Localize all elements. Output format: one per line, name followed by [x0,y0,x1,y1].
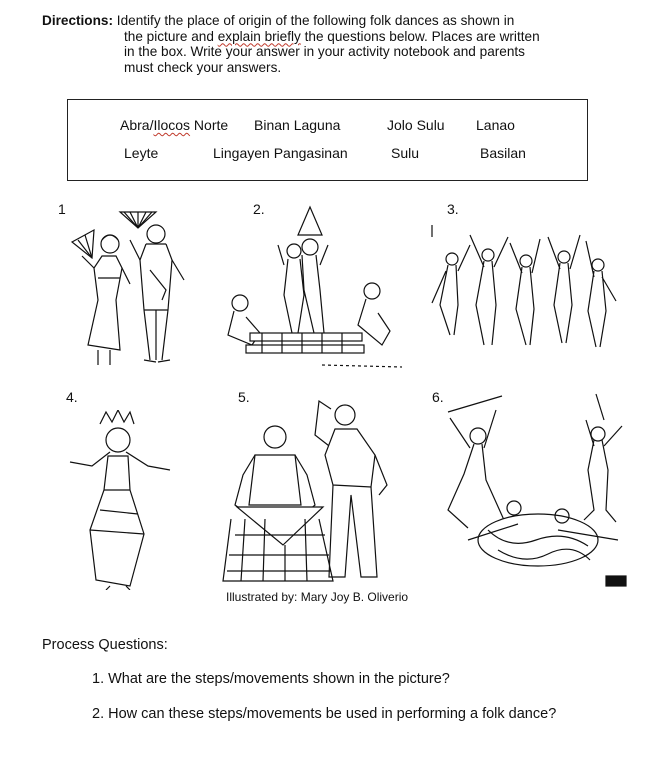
dance-illustration-1 [58,200,208,370]
place-jolo-sulu: Jolo Sulu [387,117,445,133]
place-lanao: Lanao [476,117,515,133]
figure-number-3: 3. [447,201,459,217]
directions-line-4: must check your answers. [124,59,282,75]
directions-paragraph [42,13,587,75]
figure-number-4: 4. [66,389,78,405]
directions-line-2-end: the questions below. Places are written [300,28,540,44]
place-lingayen-pangasinan: Lingayen Pangasinan [213,145,348,161]
figure-number-2: 2. [253,201,265,217]
dance-illustration-5 [215,395,420,585]
directions-label: Directions: [42,13,114,28]
place-leyte: Leyte [124,145,159,161]
place-basilan: Basilan [480,145,526,161]
dance-illustration-6 [438,390,633,590]
process-question-2: 2. How can these steps/movements be used in performing a folk dance? [92,706,557,722]
place-binan-laguna: Binan Laguna [254,117,341,133]
process-questions-title: Process Questions: [42,637,168,653]
illustration-credit: Illustrated by: Mary Joy B. Oliverio [226,590,409,604]
figure-number-1: 1 [58,201,66,217]
directions-line-1: Identify the place of origin of the following folk dances as shown in [116,13,515,28]
figure-number-6: 6. [432,389,444,405]
dance-illustration-4 [60,410,180,590]
places-box [67,99,588,181]
directions-line-3: in the box. Write your answer in your activity notebook and parents [124,44,525,59]
directions-line-2-start: the picture and [124,28,218,44]
figure-number-5: 5. [238,389,250,405]
place-sulu: Sulu [391,145,420,161]
dance-illustration-3 [430,225,620,360]
dance-illustration-2 [212,205,402,375]
place-abra-ilocos-norte: Abra/Ilocos Norte [120,117,229,133]
directions-line-2-marked: explain briefly [217,28,301,44]
process-question-1: 1. What are the steps/movements shown in the picture? [92,671,450,687]
